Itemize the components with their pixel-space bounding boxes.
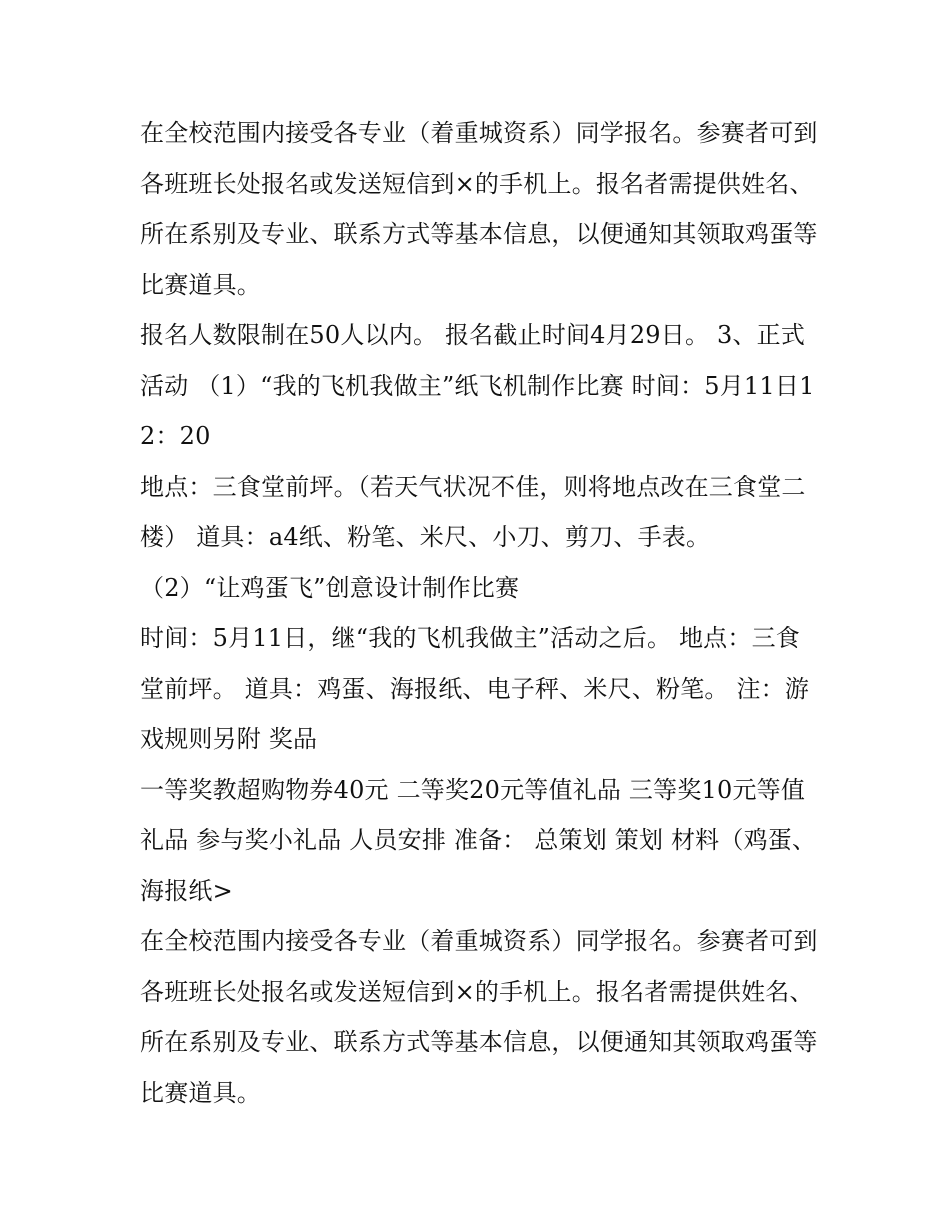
paragraph-registration-repeat: 在全校范围内接受各专业（着重城资系）同学报名。参赛者可到各班班长处报名或发送短信到×的手机上。报名者需提供姓名、所在系别及专业、联系方式等基本信息，以便通知其领取鸡蛋等比赛道具。 (140, 927, 818, 1107)
document-body (140, 108, 820, 1118)
paragraph-registration: 在全校范围内接受各专业（着重城资系）同学报名。参赛者可到各班班长处报名或发送短信到×的手机上。报名者需提供姓名、所在系别及专业、联系方式等基本信息，以便通知其领取鸡蛋等比赛道具。 (140, 119, 818, 299)
paragraph-egg-contest-details: 时间：5月11日，继“我的飞机我做主”活动之后。 地点：三食堂前坪。 道具：鸡蛋、海报纸、电子秤、米尺、粉笔。 注：游戏规则另附 奖品 (140, 624, 810, 753)
paragraph-prizes: 一等奖教超购物券40元 二等奖20元等值礼品 三等奖10元等值礼品 参与奖小礼品 人员安排 准备： 总策划 策划 材料（鸡蛋、海报纸> (140, 775, 817, 905)
paragraph-egg-contest-title: （2）“让鸡蛋飞”创意设计制作比赛 (140, 573, 520, 602)
paragraph-registration-limit: 报名人数限制在50人以内。 报名截止时间4月29日。 3、正式活动 （1）“我的飞机我做主”纸飞机制作比赛 时间：5月11日12：20 (140, 321, 815, 450)
paragraph-location: 地点：三食堂前坪。（若天气状况不佳，则将地点改在三食堂二楼） 道具：a4纸、粉笔、米尺、小刀、剪刀、手表。 (140, 472, 806, 551)
